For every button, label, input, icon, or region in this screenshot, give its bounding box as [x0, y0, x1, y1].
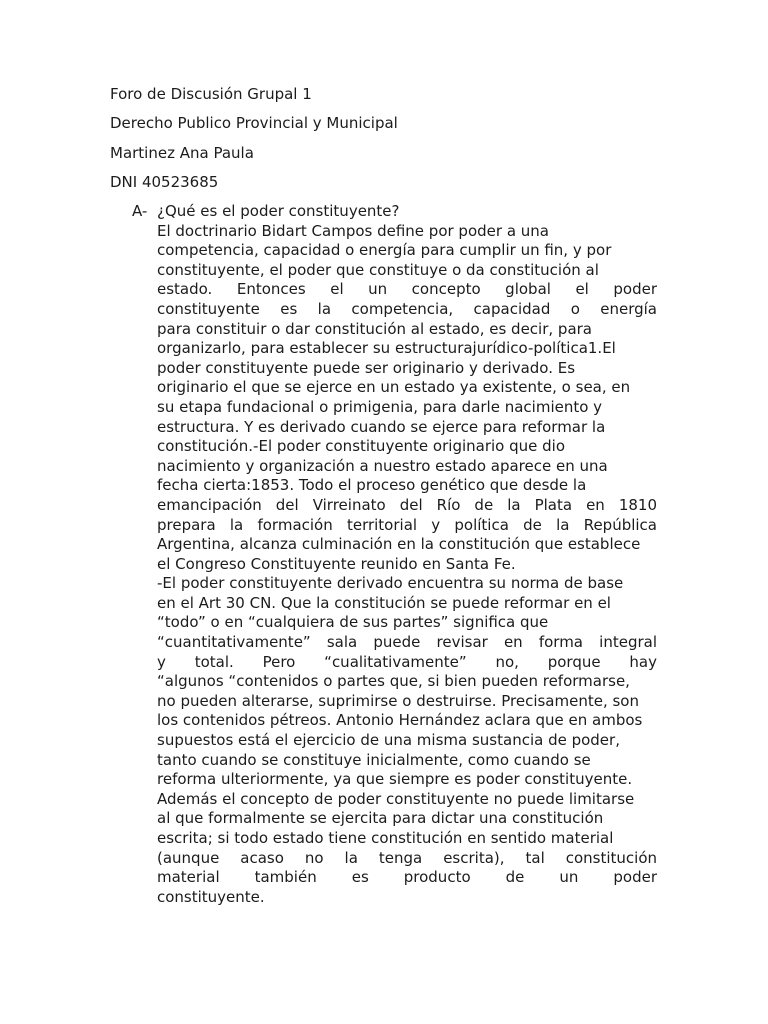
student-name: Martinez Ana Paula — [110, 144, 254, 162]
paragraph-line: (aunque acaso no la tenga escrita), tal constitución — [157, 848, 657, 867]
paragraph-line: estructura. Y es derivado cuando se ejerce para reformar la — [157, 417, 606, 436]
paragraph-line: -El poder constituyente derivado encuentra su norma de base — [157, 574, 624, 593]
paragraph-line: prepara la formación territorial y política de la República — [157, 515, 657, 534]
paragraph-line: el Congreso Constituyente reunido en Santa Fe. — [157, 554, 516, 573]
paragraph-line: originario el que se ejerce en un estado ya existente, o sea, en — [157, 378, 631, 397]
paragraph-line: “todo” o en “cualquiera de sus partes” significa que — [157, 613, 549, 632]
paragraph-line: “algunos “contenidos o partes que, si bien pueden reformarse, — [157, 672, 630, 691]
paragraph-line: poder constituyente puede ser originario y derivado. Es — [157, 358, 576, 377]
paragraph-line: constituyente. — [157, 887, 265, 906]
paragraph-line: al que formalmente se ejercita para dictar una constitución — [157, 809, 604, 828]
paragraph-line: emancipación del Virreinato del Río de la Plata en 1810 — [157, 495, 657, 514]
paragraph-line: y total. Pero “cualitativamente” no, porque hay — [157, 652, 657, 671]
paragraph-line: no pueden alterarse, suprimirse o destruirse. Precisamente, son — [157, 691, 639, 710]
paragraph-line: constituyente es la competencia, capacidad o energía — [157, 299, 657, 318]
list-marker-a: A- — [132, 202, 148, 220]
student-dni: DNI 40523685 — [110, 173, 219, 191]
paragraph-line: El doctrinario Bidart Campos define por poder a una — [157, 221, 549, 240]
paragraph-line: Argentina, alcanza culminación en la constitución que establece — [157, 535, 641, 554]
paragraph-line: los contenidos pétreos. Antonio Hernández aclara que en ambos — [157, 711, 643, 730]
paragraph-line: “cuantitativamente” sala puede revisar en forma integral — [157, 633, 657, 652]
paragraph-line: en el Art 30 CN. Que la constitución se puede reformar en el — [157, 593, 611, 612]
paragraph-line: tanto cuando se constituye inicialmente, como cuando se — [157, 750, 591, 769]
paragraph-line: fecha cierta:1853. Todo el proceso genético que desde la — [157, 476, 587, 495]
paragraph-line: material también es producto de un poder — [157, 868, 657, 887]
paragraph-line: estado. Entonces el un concepto global el poder — [157, 280, 657, 299]
question-heading: ¿Qué es el poder constituyente? — [157, 202, 400, 220]
course-name: Derecho Publico Provincial y Municipal — [110, 114, 398, 132]
paragraph-line: constitución.-El poder constituyente originario que dio — [157, 437, 566, 456]
paragraph-line: constituyente, el poder que constituye o da constitución al — [157, 260, 599, 279]
paragraph-line: reforma ulteriormente, ya que siempre es poder constituyente. — [157, 770, 633, 789]
paragraph-line: para constituir o dar constitución al estado, es decir, para — [157, 319, 592, 338]
section-a-body — [157, 202, 657, 907]
document-title: Foro de Discusión Grupal 1 — [110, 85, 312, 103]
paragraph-line: escrita; si todo estado tiene constitución en sentido material — [157, 829, 614, 847]
paragraph-line: organizarlo, para establecer su estructurajurídico-política1.El — [157, 339, 616, 358]
paragraph-line: Además el concepto de poder constituyente no puede limitarse — [157, 789, 635, 808]
paragraph-line: nacimiento y organización a nuestro estado aparece en una — [157, 456, 608, 475]
paragraph-line: competencia, capacidad o energía para cumplir un fin, y por — [157, 241, 612, 260]
paragraph-line: su etapa fundacional o primigenia, para darle nacimiento y — [157, 397, 603, 416]
paragraph-line: supuestos está el ejercicio de una misma sustancia de poder, — [157, 731, 620, 750]
